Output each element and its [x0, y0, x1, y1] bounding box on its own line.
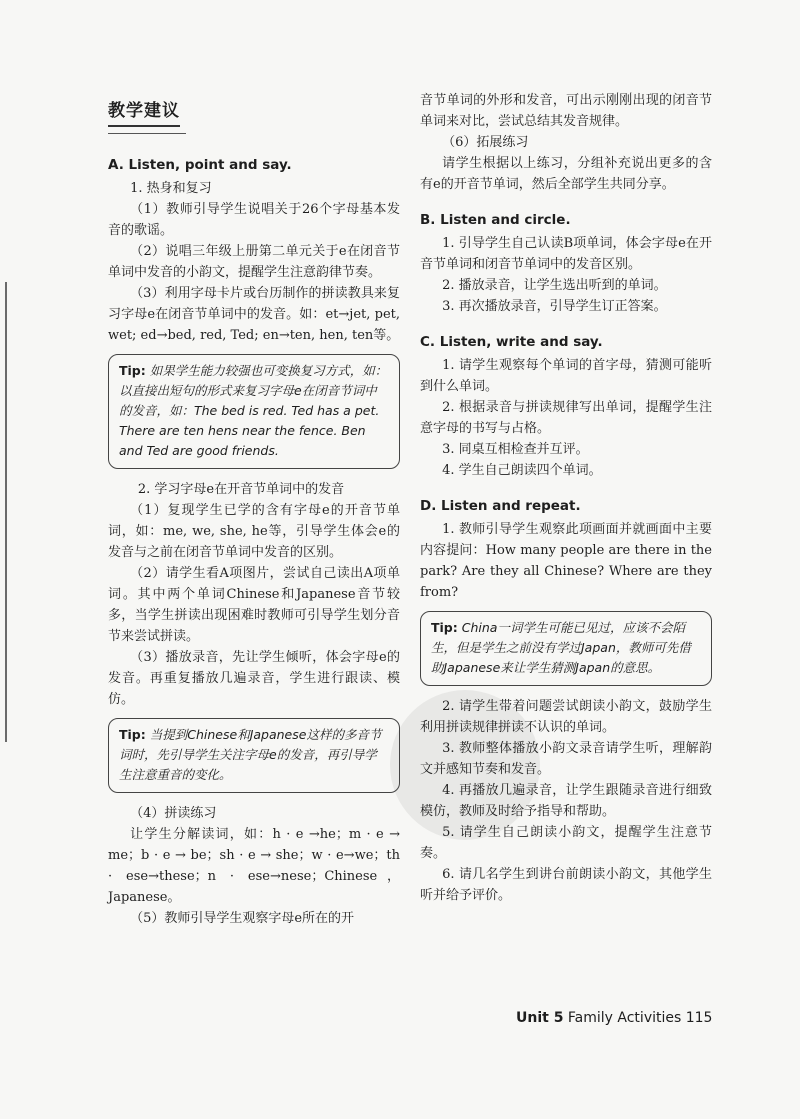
a2-item-3: （3）播放录音，先让学生倾听，体会字母e的发音。再重复播放几遍录音，学生进行跟读、模仿。 [108, 650, 400, 707]
d-item-4: 4. 再播放几遍录音，让学生跟随录音进行细致模仿，教师及时给予指导和帮助。 [420, 783, 712, 819]
a1-heading: 1. 热身和复习 [130, 181, 212, 196]
section-d-heading: D. Listen and repeat. [420, 498, 581, 514]
d-item-1: 1. 教师引导学生观察此项画面并就画面中主要内容提问：How many people are there in the park? Are they all Chinese? Where are they from? [420, 522, 712, 600]
b-item-2: 2. 播放录音，让学生选出听到的单词。 [442, 278, 667, 293]
c-item-2: 2. 根据录音与拼读规律写出单词，提醒学生注意字母的书写与占格。 [420, 400, 712, 436]
footer-unit: Unit 5 [516, 1010, 564, 1026]
tip-text: 如果学生能力较强也可变换复习方式，如：以直接出短句的形式来复习字母e在闭音节词中的发音，如：The bed is red. Ted has a pet. There are ten hens near the fence. Ben and Ted are good friends. [119, 363, 388, 458]
a1-item-2: （2）说唱三年级上册第二单元关于e在闭音节单词中发音的小韵文，提醒学生注意韵律节奏。 [108, 244, 400, 280]
d-item-5: 5. 请学生自己朗读小韵文，提醒学生注意节奏。 [420, 825, 712, 861]
a2-item-4: （4）拼读练习 [130, 806, 217, 821]
a2-heading: 2. 学习字母e在开音节单词中的发音 [137, 482, 345, 497]
tip-box-2 [108, 718, 400, 793]
right-column [420, 93, 712, 906]
b-item-3: 3. 再次播放录音，引导学生订正答案。 [442, 299, 667, 314]
b-item-1: 1. 引导学生自己认读B项单词，体会字母e在开音节单词和闭音节单词中的发音区别。 [420, 236, 712, 272]
a2-item-6: （6）拓展练习 [442, 135, 529, 150]
tip-text: China一词学生可能已见过，应该不会陌生，但是学生之前没有学过Japan，教师可先借助Japanese来让学生猜测Japan的意思。 [431, 620, 691, 675]
footer-title: Family Activities [567, 1010, 682, 1026]
a2-item-5: （5）教师引导学生观察字母e所在的开 [130, 911, 355, 926]
d-item-3: 3. 教师整体播放小韵文录音请学生听，理解韵文并感知节奏和发音。 [420, 741, 712, 777]
page-footer [516, 1010, 712, 1026]
d-item-6: 6. 请几名学生到讲台前朗读小韵文，其他学生听并给予评价。 [420, 867, 712, 903]
page-title: 教学建议 [108, 96, 180, 127]
a2-item-6-text: 请学生根据以上练习，分组补充说出更多的含有e的开音节单词，然后全部学生共同分享。 [420, 156, 712, 192]
tip-text: 当提到Chinese和Japanese这样的多音节词时，先引导学生关注字母e的发音，再引导学生注意重音的变化。 [119, 727, 382, 782]
tip-label: Tip: [119, 727, 146, 742]
a2-item-4-text: 让学生分解读词，如：h · e →he；m · e → me；b · e → be；sh · e → she；w · e→we；th · ese→these；n · ese→nese；Chinese，Japanese。 [108, 827, 400, 905]
a1-item-1: （1）教师引导学生说唱关于26个字母基本发音的歌谣。 [108, 202, 400, 238]
a2-item-5-continued: 音节单词的外形和发音，可出示刚刚出现的闭音节单词来对比，尝试总结其发音规律。 [420, 93, 712, 129]
title-rule [108, 133, 186, 134]
page-edge-line [0, 282, 7, 742]
a1-item-3: （3）利用字母卡片或台历制作的拼读教具来复习字母e在闭音节单词中的发音。如：et→jet, pet, wet; ed→bed, red, Ted; en→ten, hen, ten等。 [108, 286, 400, 343]
a2-item-2: （2）请学生看A项图片，尝试自己读出A项单词。其中两个单词Chinese和Japanese音节较多，当学生拼读出现困难时教师可引导学生划分音节来尝试拼读。 [108, 566, 400, 644]
c-item-1: 1. 请学生观察每个单词的首字母，猜测可能听到什么单词。 [420, 358, 712, 394]
c-item-3: 3. 同桌互相检查并互评。 [442, 442, 589, 457]
page-number: 115 [685, 1010, 713, 1026]
tip-box-1 [108, 354, 400, 469]
d-item-2: 2. 请学生带着问题尝试朗读小韵文，鼓励学生利用拼读规律拼读不认识的单词。 [420, 699, 712, 735]
c-item-4: 4. 学生自己朗读四个单词。 [442, 463, 602, 478]
section-c-heading: C. Listen, write and say. [420, 334, 603, 350]
tip-box-3 [420, 611, 712, 686]
tip-label: Tip: [119, 363, 146, 378]
a2-item-1: （1）复现学生已学的含有字母e的开音节单词，如：me, we, she, he等，引导学生体会e的发音与之前在闭音节单词中发音的区别。 [108, 503, 400, 560]
section-b-heading: B. Listen and circle. [420, 212, 571, 228]
section-a-heading: A. Listen, point and say. [108, 157, 292, 173]
left-column [108, 96, 400, 929]
tip-label: Tip: [431, 620, 458, 635]
